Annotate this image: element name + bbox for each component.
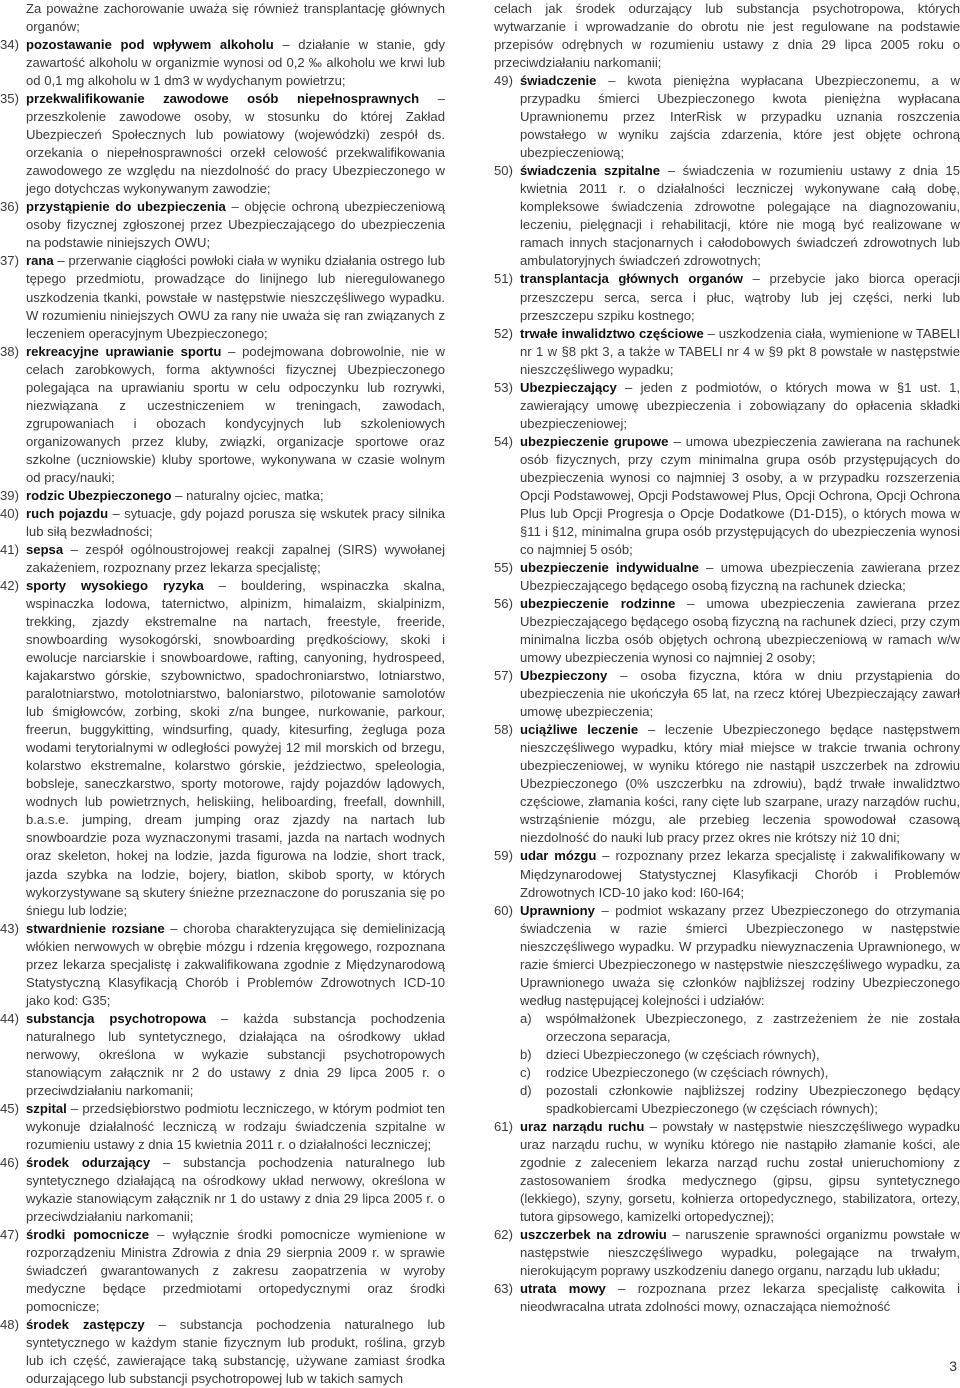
item-number: 54)	[494, 433, 513, 449]
defined-term: środek odurzający	[26, 1155, 151, 1170]
defined-term: rana	[26, 253, 54, 269]
definition-text: choroba charakteryzująca się demielinizacją włókien nerwowych w obrębie mózgu i rdzenia kręgowego, rozpoznana przez lekarza specjalistę i zakwalifikowana zgodnie z Międzynarodową Statystyczną Klasyfikacją Chorób i Problemów Zdrowotnych ICD-10 jako kod: G35;	[26, 920, 445, 1008]
defined-term: trwałe inwalidztwo częściowe	[520, 325, 704, 341]
item-number: 62)	[494, 1227, 513, 1243]
definition-item: 59) udar mózgu – rozpoznany przez lekarza specjalistę i zakwalifikowany w Międzynarodowej Statystycznej Klasyfikacji Chorób i Problemów Zdrowotnych ICD-10 jako kod: I60-I64;	[494, 848, 960, 900]
definition-text: osoba fizyczna, która w dniu przystąpienia do ubezpieczenia nie ukończyła 65 lat, na rzecz której Ubezpieczający zawarł umowę ubezpieczenia;	[520, 668, 960, 720]
definition-text: rozpoznany przez lekarza specjalistę i zakwalifikowany w Międzynarodowej Statystycznej Klasyfikacji Chorób i Problemów Zdrowotnych ICD-10 jako kod: I60-I64;	[520, 848, 960, 900]
definition-text: substancja pochodzenia naturalnego lub syntetycznego w każdym stanie fizycznym lub produkt, roślina, grzyb lub ich część, zawierające taką substancję, używane zamiast środka odurzającego lub substancji psychotropowej lub w takich samych	[26, 1317, 445, 1387]
defined-term: szpital	[26, 1100, 67, 1116]
defined-term: rekreacyjne uprawianie sportu	[26, 343, 222, 359]
item-number: 34)	[0, 37, 19, 53]
definition-item: 51) transplantacja głównych organów – przebycie jako biorca operacji przeszczepu serca, serca i płuc, wątroby lub jej części, nerki lub przeszczepu szpiku kostnego;	[494, 271, 960, 323]
definition-text: przerwanie ciągłości powłoki ciała w wyniku działania ostrego lub tępego przedmiotu, prowadzące do linijnego lub nieregulowanego uszkodzenia tkanki, powstałe w następstwie nieszczęśliwego wypadku. W rozumieniu niniejszych OWU za rany nie uważa się ran związanych z leczeniem operacyjnym Ubezpieczonego;	[26, 253, 445, 341]
definition-item: 56) ubezpieczenie rodzinne – umowa ubezpieczenia zawierana przez Ubezpieczającego będącego osobą fizyczną na rachunek dzieci, przy czym minimalna liczba osób objętych ochroną ubezpieczeniową w ramach w/w umowy ubezpieczenia wynosi co najmniej 2 osoby;	[494, 596, 960, 666]
item-number: 58)	[494, 722, 513, 738]
sub-item-letter: b)	[520, 1046, 532, 1062]
definition-item: 63) utrata mowy – rozpoznana przez lekarza specjalistę całkowita i nieodwracalna utrata zdolności mowy, oznaczająca niemożność	[494, 1281, 960, 1315]
definition-text: podejmowana dobrowolnie, nie w celach zarobkowych, forma aktywności fizycznej Ubezpieczonego polegająca na uprawianiu sportu w celu odpoczynku lub rozrywki, niezwiązana z uczestniczeniem w treningach, zawodach, zgrupowaniach i obozach kondycyjnych lub szkoleniowych organizowanych przez kluby, związki, organizacje sportowe oraz szkolne (uczniowskie) kluby sportowe, wykonywana w czasie wolnym od pracy/nauki;	[26, 343, 445, 485]
definition-text: naruszenie sprawności organizmu powstałe w następstwie nieszczęśliwego wypadku, polegające na trwałym, nierokującym poprawy uszkodzeniu danego organu, narządu lub układu;	[520, 1227, 960, 1279]
definition-item: 62) uszczerbek na zdrowiu – naruszenie sprawności organizmu powstałe w następstwie nieszczęśliwego wypadku, polegające na trwałym, nierokującym poprawy uszkodzeniu danego organu, narządu lub układu;	[494, 1227, 960, 1279]
definition-item: 58) uciążliwe leczenie – leczenie Ubezpieczonego będące następstwem nieszczęśliwego wypadku, który miał miejsce w trakcie trwania ochrony ubezpieczeniowej, w wyniku którego nie nastąpił uszczerbek na zdrowiu Ubezpieczonego (0% uszczerbku na zdrowiu), bądź trwałe inwalidztwo częściowe, złamania kości, rany cięte lub szarpane, urazy narządów ruchu, wstrząśnienie mózgu, ale przebieg leczenia spowodował czasową niezdolność do nauki lub pracy przez okres nie krótszy niż 10 dni;	[494, 722, 960, 846]
definition-text: świadczenia w rozumieniu ustawy z dnia 15 kwietnia 2011 r. o działalności leczniczej wykonywane całą dobę, kompleksowe świadczenia zdrowotne polegające na diagnozowaniu, leczeniu, pielęgnacji i rehabilitacji, które nie mogą być realizowane w ramach innych stacjonarnych i całodobowych świadczeń zdrowotnych lub ambulatoryjnych świadczeń zdrowotnych;	[520, 163, 960, 269]
continuation-paragraph: celach jak środek odurzający lub substancja psychotropowa, których wytwarzanie i wprowadzanie do obrotu nie jest regulowane na podstawie przepisów odrębnych w rozumieniu ustawy z dnia 29 lipca 2005 roku o przeciwdziałaniu narkomanii;	[494, 1, 960, 71]
definition-text: rozpoznana przez lekarza specjalistę całkowita i nieodwracalna utrata zdolności mowy, oznaczająca niemożność	[520, 1281, 960, 1315]
item-number: 38)	[0, 343, 19, 359]
definition-item: 55) ubezpieczenie indywidualne – umowa ubezpieczenia zawierana przez Ubezpieczającego będącego osobą fizyczną na rachunek dziecka;	[494, 559, 960, 593]
sub-item-text: pozostali członkowie najbliższej rodziny Ubezpieczonego będący spadkobiercami Ubezpieczonego (w częściach równych);	[546, 1082, 960, 1116]
definition-text: działanie w stanie, gdy zawartość alkoholu w organizmie wynosi od 0,2 ‰ alkoholu we krwi lub od 0,1 mg alkoholu w 1 dm3 w wydychanym powietrzu;	[26, 37, 445, 89]
definition-item: 52) trwałe inwalidztwo częściowe – uszkodzenia ciała, wymienione w TABELI nr 1 w §8 pkt 3, a także w TABELI nr 4 w §9 pkt 8 powstałe w następstwie nieszczęśliwego wypadku;	[494, 325, 960, 377]
definition-item: 38) rekreacyjne uprawianie sportu – podejmowana dobrowolnie, nie w celach zarobkowych, forma aktywności fizycznej Ubezpieczonego polegająca na uprawianiu sportu w celu odpoczynku lub rozrywki, niezwiązana z uczestniczeniem w treningach, zawodach, zgrupowaniach i obozach kondycyjnych lub szkoleniowych organizowanych przez kluby, związki, organizacje sportowe oraz szkolne (uczniowskie) kluby sportowe, wykonywana w czasie wolnym od pracy/nauki;	[0, 343, 445, 485]
item-number: 63)	[494, 1281, 513, 1297]
defined-term: środki pomocnicze	[26, 1227, 150, 1243]
defined-term: transplantacja głównych organów	[520, 271, 743, 287]
item-number: 55)	[494, 559, 513, 575]
definition-text: powstały w następstwie nieszczęśliwego wypadku uraz narządu ruchu, w wyniku którego nie nastąpiło złamanie kości, ale zgodnie z zaleceniem lekarza narząd ruchu został unieruchomiony z zastosowaniem środka medycznego (gipsu, gipsu syntetycznego (lekkiego), szyny, gorsetu, kołnierza ortopedycznego, stabilizatora, ortezy, tutora gipsowego, kamizelki ortopedycznej);	[520, 1118, 960, 1225]
item-number: 52)	[494, 325, 513, 341]
definition-text: naturalny ojciec, matka;	[186, 487, 324, 503]
definition-item: 48) środek zastępczy – substancja pochodzenia naturalnego lub syntetycznego w każdym stanie fizycznym lub produkt, roślina, grzyb lub ich część, zawierające taką substancję, używane zamiast środka odurzającego lub substancji psychotropowej lub w takich samych	[0, 1317, 445, 1387]
item-number: 61)	[494, 1118, 513, 1134]
definition-item: 60) Uprawniony – podmiot wskazany przez Ubezpieczonego do otrzymania świadczenia w razie śmierci Ubezpieczonego w następstwie nieszczęśliwego wypadku. W przypadku niewyznaczenia Uprawnionego, w razie śmierci Ubezpieczonego w następstwie nieszczęśliwego wypadku, za Uprawnionego uważa się członków najbliższej rodziny Ubezpieczonego według następującej kolejności i udziałów:	[494, 902, 960, 1008]
item-number: 36)	[0, 199, 19, 215]
defined-term: uraz narządu ruchu	[520, 1118, 645, 1134]
definition-text: zespół ogólnoustrojowej reakcji zapalnej (SIRS) wywołanej zakażeniem, rozpoznany przez lekarza specjalistę;	[26, 541, 445, 575]
item-number: 43)	[0, 920, 19, 936]
item-number: 53)	[494, 379, 513, 395]
sub-item	[494, 1064, 960, 1082]
definition-item: 41) sepsa – zespół ogólnoustrojowej reakcji zapalnej (SIRS) wywołanej zakażeniem, rozpoznany przez lekarza specjalistę;	[0, 541, 445, 575]
definition-item: 49) świadczenie – kwota pieniężna wypłacana Ubezpieczonemu, a w przypadku śmierci Ubezpieczonego kwota pieniężna wypłacana Uprawnionemu przez InterRisk w przypadku uznania roszczenia powstałego w wyniku zajścia zdarzenia, które jest objęte ochroną ubezpieczeniową;	[494, 73, 960, 161]
right-column	[494, 0, 960, 1316]
sub-item-letter: c)	[520, 1064, 531, 1080]
item-number: 50)	[494, 163, 513, 179]
definition-text: kwota pieniężna wypłacana Ubezpieczonemu, a w przypadku śmierci Ubezpieczonego kwota pieniężna wypłacana Uprawnionemu przez InterRisk w przypadku uznania roszczenia powstałego w wyniku zajścia zdarzenia, które jest objęte ochroną ubezpieczeniową;	[520, 73, 960, 161]
item-number: 47)	[0, 1227, 19, 1243]
definition-text: bouldering, wspinaczka skalna, wspinaczka lodowa, taternictwo, alpinizm, himalaizm, skialpinizm, trekking, zjazdy ekstremalne na nartach, freestyle, freeride, snowboarding wysokogórski, snowboarding prędkościowy, skoki i ewolucje narciarskie i snowboardowe, rafting, canyoning, hydrospeed, kajakarstwo górskie, szybownictwo, spadochroniarstwo, lotniarstwo, paralotniarstwo, motolotniarstwo, baloniarstwo, pilotowanie samolotów lub śmigłowców, zorbing, skoki z/na bungee, nurkowanie, parkour, freerun, buggykitting, windsurfing, quady, kitesurfing, żegluga poza wodami terytorialnymi w odległości powyżej 12 mil morskich od brzegu, kolarstwo ekstremalne, kolarstwo górskie, jeździectwo, speleologia, bobsleje, saneczkarstwo, sporty motorowe, rajdy pojazdów lądowych, wodnych lub powietrznych, heliskiing, heliboarding, freefall, downhill, b.a.s.e. jumping, dream jumping oraz zjazdy na nartach lub snowboardzie poza wyznaczonymi trasami, jazda na nartach wodnych oraz skeleton, hokej na lodzie, jazda figurowa na lodzie, short track, jazda szybka na lodzie, bojery, biatlon, skibob sporty, w których wykorzystywane są skutery śnieżne przeznaczone do poruszania się po śniegu lub lodzie;	[26, 578, 445, 918]
defined-term: przystąpienie do ubezpieczenia	[26, 199, 226, 215]
defined-term: przekwalifikowanie zawodowe osób niepełnosprawnych	[26, 91, 420, 107]
defined-term: udar mózgu	[520, 848, 597, 864]
defined-term: Ubezpieczony	[520, 668, 608, 684]
definition-item: 35) przekwalifikowanie zawodowe osób niepełnosprawnych – przeszkolenie zawodowe osoby, w stosunku do której Zakład Ubezpieczeń Społecznych lub powiatowy (wojewódzki) zespół ds. orzekania o niepełnosprawności orzekł celowość przekwalifikowania zawodowego ze względu na niezdolność do pracy Ubezpieczonego w jego dotychczas wykonywanym zawodzie;	[0, 91, 445, 197]
defined-term: Ubezpieczający	[520, 379, 617, 395]
item-number: 45)	[0, 1100, 19, 1116]
page-number: 3	[949, 1358, 957, 1374]
item-number: 46)	[0, 1155, 19, 1170]
item-number: 40)	[0, 505, 19, 521]
defined-term: ubezpieczenie grupowe	[520, 433, 669, 449]
definition-item: 54) ubezpieczenie grupowe – umowa ubezpieczenia zawierana na rachunek osób fizycznych, przy czym minimalna grupa osób przystępujących do ubezpieczenia wynosi co najmniej 3 osoby, a w przypadku rozszerzenia Opcji Podstawowej, Opcji Podstawowej Plus, Opcji Ochrona, Opcji Ochrona Plus lub Opcji Progresja o Opcje Dodatkowe (D1-D15), o których mowa w §11 i §12, minimalna grupa osób przystępujących do ubezpieczenia wynosi co najmniej 5 osób;	[494, 433, 960, 557]
defined-term: rodzic Ubezpieczonego	[26, 487, 172, 503]
item-number: 35)	[0, 91, 19, 107]
defined-term: sporty wysokiego ryzyka	[26, 578, 204, 593]
definition-item: 37) rana – przerwanie ciągłości powłoki ciała w wyniku działania ostrego lub tępego przedmiotu, prowadzące do linijnego lub nieregulowanego uszkodzenia tkanki, powstałe w następstwie nieszczęśliwego wypadku. W rozumieniu niniejszych OWU za rany nie uważa się ran związanych z leczeniem operacyjnym Ubezpieczonego;	[0, 253, 445, 341]
sub-item	[494, 1046, 960, 1064]
item-number: 59)	[494, 848, 513, 864]
continuation-paragraph: Za poważne zachorowanie uważa się również transplantację głównych organów;	[26, 1, 445, 35]
defined-term: świadczenia szpitalne	[520, 163, 661, 179]
defined-term: środek zastępczy	[26, 1317, 145, 1333]
definition-text: objęcie ochroną ubezpieczeniową osoby fizycznej zgłoszonej przez Ubezpieczającego do ubezpieczenia na podstawie niniejszych OWU;	[26, 199, 445, 251]
sub-item	[494, 1010, 960, 1046]
definition-text: uszkodzenia ciała, wymienione w TABELI nr 1 w §8 pkt 3, a także w TABELI nr 4 w §9 pkt 8 powstałe w następstwie nieszczęśliwego wypadku;	[520, 325, 960, 377]
definition-text: przeszkolenie zawodowe osoby, w stosunku do której Zakład Ubezpieczeń Społecznych lub powiatowy (wojewódzki) zespół ds. orzekania o niepełnosprawności orzekł celowość przekwalifikowania zawodowego ze względu na niezdolność do pracy Ubezpieczonego w jego dotychczas wykonywanym zawodzie;	[26, 109, 445, 197]
definition-text: umowa ubezpieczenia zawierana przez Ubezpieczającego będącego osobą fizyczną na rachunek dziecka;	[520, 559, 960, 593]
item-number: 39)	[0, 487, 19, 503]
definition-text: jeden z podmiotów, o których mowa w §1 ust. 1, zawierający umowę ubezpieczenia i zobowiązany do opłacenia składki ubezpieczeniowej;	[520, 379, 960, 431]
defined-term: uszczerbek na zdrowiu	[520, 1227, 667, 1243]
definition-text: przebycie jako biorca operacji przeszczepu serca, serca i płuc, wątroby lub jej części, nerki lub przeszczepu szpiku kostnego;	[520, 271, 960, 323]
defined-term: świadczenie	[520, 73, 597, 89]
item-number: 56)	[494, 596, 513, 612]
sub-item-text: współmałżonek Ubezpieczonego, z zastrzeżeniem że nie została orzeczona separacja,	[546, 1010, 960, 1044]
definition-item: 46) środek odurzający – substancja pochodzenia naturalnego lub syntetycznego działającą na ośrodkowy układ nerwowy, określona w wykazie stanowiącym załącznik nr 1 do ustawy z dnia 29 lipca 2005 r. o przeciwdziałaniu narkomanii;	[0, 1155, 445, 1225]
defined-term: ubezpieczenie rodzinne	[520, 596, 676, 612]
definition-text: wyłącznie środki pomocnicze wymienione w rozporządzeniu Ministra Zdrowia z dnia 29 sierpnia 2009 r. w sprawie świadczeń gwarantowanych z zakresu zaopatrzenia w wyroby medyczne będące przedmiotami ortopedycznymi oraz środki pomocnicze;	[26, 1227, 445, 1315]
definition-text: przedsiębiorstwo podmiotu leczniczego, w którym podmiot ten wykonuje działalność leczniczą w rodzaju świadczenia szpitalne w rozumieniu ustawy z dnia 15 kwietnia 2011 r. o działalności leczniczej;	[26, 1100, 446, 1152]
definition-item: 39) rodzic Ubezpieczonego – naturalny ojciec, matka;	[0, 487, 445, 505]
defined-term: ruch pojazdu	[26, 505, 109, 521]
definition-item: 50) świadczenia szpitalne – świadczenia w rozumieniu ustawy z dnia 15 kwietnia 2011 r. o działalności leczniczej wykonywane całą dobę, kompleksowe świadczenia zdrowotne polegające na diagnozowaniu, leczeniu, pielęgnacji i rehabilitacji, które nie mogą być realizowane w ramach innych stacjonarnych i całodobowych świadczeń zdrowotnych lub ambulatoryjnych świadczeń zdrowotnych;	[494, 163, 960, 269]
definition-item: 57) Ubezpieczony – osoba fizyczna, która w dniu przystąpienia do ubezpieczenia nie ukończyła 65 lat, na rzecz której Ubezpieczający zawarł umowę ubezpieczenia;	[494, 668, 960, 720]
left-column	[0, 0, 445, 1388]
sub-item	[494, 1082, 960, 1118]
defined-term: Uprawniony	[520, 902, 595, 918]
definition-item: 47) środki pomocnicze – wyłącznie środki pomocnicze wymienione w rozporządzeniu Ministra Zdrowia z dnia 29 sierpnia 2009 r. w sprawie świadczeń gwarantowanych z zakresu zaopatrzenia w wyroby medyczne będące przedmiotami ortopedycznymi oraz środki pomocnicze;	[0, 1227, 445, 1315]
definition-text: umowa ubezpieczenia zawierana na rachunek osób fizycznych, przy czym minimalna grupa osób przystępujących do ubezpieczenia wynosi co najmniej 3 osoby, a w przypadku rozszerzenia Opcji Podstawowej, Opcji Podstawowej Plus, Opcji Ochrona, Opcji Ochrona Plus lub Opcji Progresja o Opcje Dodatkowe (D1-D15), o których mowa w §11 i §12, minimalna grupa osób przystępujących do ubezpieczenia wynosi co najmniej 5 osób;	[520, 433, 960, 557]
definition-item: 40) ruch pojazdu – sytuacje, gdy pojazd porusza się wskutek pracy silnika lub siłą bezwładności;	[0, 505, 445, 539]
item-number: 60)	[494, 902, 513, 918]
definition-text: każda substancja pochodzenia naturalnego lub syntetycznego, działająca na ośrodkowy układ nerwowy, określona w wykazie substancji psychotropowych stanowiącym załącznik nr 2 do ustawy z dnia 29 lipca 2005 r. o przeciwdziałaniu narkomanii;	[26, 1010, 445, 1098]
definition-item: 34) pozostawanie pod wpływem alkoholu – działanie w stanie, gdy zawartość alkoholu w organizmie wynosi od 0,2 ‰ alkoholu we krwi lub od 0,1 mg alkoholu w 1 dm3 w wydychanym powietrzu;	[0, 37, 445, 89]
item-number: 42)	[0, 578, 19, 593]
definition-item: 44) substancja psychotropowa – każda substancja pochodzenia naturalnego lub syntetycznego, działająca na ośrodkowy układ nerwowy, określona w wykazie substancji psychotropowych stanowiącym załącznik nr 2 do ustawy z dnia 29 lipca 2005 r. o przeciwdziałaniu narkomanii;	[0, 1010, 445, 1098]
definition-item: 45) szpital – przedsiębiorstwo podmiotu leczniczego, w którym podmiot ten wykonuje działalność leczniczą w rodzaju świadczenia szpitalne w rozumieniu ustawy z dnia 15 kwietnia 2011 r. o działalności leczniczej;	[0, 1100, 446, 1152]
definition-text: umowa ubezpieczenia zawierana przez Ubezpieczającego będącego osobą fizyczną na rachunek dzieci, przy czym minimalna liczba osób objętych ochroną ubezpieczeniową w ramach w/w umowy ubezpieczenia wynosi co najmniej 2 osoby;	[520, 596, 960, 666]
defined-term: uciążliwe leczenie	[520, 722, 639, 738]
definition-text: podmiot wskazany przez Ubezpieczonego do otrzymania świadczenia w razie śmierci Ubezpieczonego w następstwie nieszczęśliwego wypadku. W przypadku niewyznaczenia Uprawnionego, w razie śmierci Ubezpieczonego w następstwie nieszczęśliwego wypadku, za Uprawnionego uważa się członków najbliższej rodziny Ubezpieczonego według następującej kolejności i udziałów:	[520, 902, 960, 1008]
definition-item: 36) przystąpienie do ubezpieczenia – objęcie ochroną ubezpieczeniową osoby fizycznej zgłoszonej przez Ubezpieczającego do ubezpieczenia na podstawie niniejszych OWU;	[0, 199, 445, 251]
definition-item: 53) Ubezpieczający – jeden z podmiotów, o których mowa w §1 ust. 1, zawierający umowę ubezpieczenia i zobowiązany do opłacenia składki ubezpieczeniowej;	[494, 379, 960, 431]
definition-text: leczenie Ubezpieczonego będące następstwem nieszczęśliwego wypadku, który miał miejsce w trakcie trwania ochrony ubezpieczeniowej, w wyniku którego nie nastąpił uszczerbek na zdrowiu Ubezpieczonego (0% uszczerbku na zdrowiu), bądź trwałe inwalidztwo częściowe, złamania kości, rany cięte lub szarpane, urazy narządów ruchu, wstrząśnienie mózgu, ale przebieg leczenia spowodował czasową niezdolność do nauki lub pracy przez okres nie krótszy niż 10 dni;	[520, 722, 960, 846]
defined-term: stwardnienie rozsiane	[26, 920, 165, 936]
item-number: 57)	[494, 668, 513, 684]
item-number: 37)	[0, 253, 19, 269]
definition-item: 43) stwardnienie rozsiane – choroba charakteryzująca się demielinizacją włókien nerwowych w obrębie mózgu i rdzenia kręgowego, rozpoznana przez lekarza specjalistę i zakwalifikowana zgodnie z Międzynarodową Statystyczną Klasyfikacją Chorób i Problemów Zdrowotnych ICD-10 jako kod: G35;	[0, 920, 445, 1008]
definition-text: sytuacje, gdy pojazd porusza się wskutek pracy silnika lub siłą bezwładności;	[26, 505, 445, 539]
definition-item: 61) uraz narządu ruchu – powstały w następstwie nieszczęśliwego wypadku uraz narządu ruchu, w wyniku którego nie nastąpiło złamanie kości, ale zgodnie z zaleceniem lekarza narząd ruchu został unieruchomiony z zastosowaniem środka medycznego (gipsu, gipsu syntetycznego (lekkiego), szyny, gorsetu, kołnierza ortopedycznego, stabilizatora, ortezy, tutora gipsowego, kamizelki ortopedycznej);	[494, 1118, 960, 1225]
sub-item-letter: d)	[520, 1082, 532, 1098]
defined-term: substancja psychotropowa	[26, 1010, 207, 1026]
definition-text: substancja pochodzenia naturalnego lub syntetycznego działającą na ośrodkowy układ nerwowy, określona w wykazie stanowiącym załącznik nr 1 do ustawy z dnia 29 lipca 2005 r. o przeciwdziałaniu narkomanii;	[26, 1155, 445, 1225]
definition-item: 42) sporty wysokiego ryzyka – bouldering, wspinaczka skalna, wspinaczka lodowa, taternictwo, alpinizm, himalaizm, skialpinizm, trekking, zjazdy ekstremalne na nartach, freestyle, freeride, snowboarding wysokogórski, snowboarding prędkościowy, skoki i ewolucje narciarskie i snowboardowe, rafting, canyoning, hydrospeed, kajakarstwo górskie, szybownictwo, spadochroniarstwo, lotniarstwo, paralotniarstwo, motolotniarstwo, baloniarstwo, pilotowanie samolotów lub śmigłowców, zorbing, skoki z/na bungee, nurkowanie, parkour, freerun, buggykitting, windsurfing, quady, kitesurfing, żegluga poza wodami terytorialnymi w odległości powyżej 12 mil morskich od brzegu, kolarstwo ekstremalne, kolarstwo górskie, jeździectwo, speleologia, bobsleje, saneczkarstwo, sporty motorowe, rajdy pojazdów lądowych, wodnych lub powietrznych, heliskiing, heliboarding, freefall, downhill, b.a.s.e. jumping, dream jumping oraz zjazdy na nartach lub snowboardzie poza wyznaczonymi trasami, jazda na nartach wodnych oraz skeleton, hokej na lodzie, jazda figurowa na lodzie, short track, jazda szybka na lodzie, bojery, biatlon, skibob sporty, w których wykorzystywane są skutery śnieżne przeznaczone do poruszania się po śniegu lub lodzie;	[0, 578, 445, 918]
defined-term: ubezpieczenie indywidualne	[520, 559, 699, 575]
sub-item-text: dzieci Ubezpieczonego (w częściach równych),	[546, 1046, 820, 1062]
item-number: 49)	[494, 73, 513, 89]
defined-term: pozostawanie pod wpływem alkoholu	[26, 37, 274, 53]
defined-term: utrata mowy	[520, 1281, 606, 1297]
item-number: 51)	[494, 271, 513, 287]
item-number: 41)	[0, 541, 19, 557]
item-number: 44)	[0, 1010, 19, 1026]
item-number: 48)	[0, 1317, 19, 1333]
sub-item-text: rodzice Ubezpieczonego (w częściach równych),	[546, 1064, 829, 1080]
sub-item-letter: a)	[520, 1010, 532, 1026]
defined-term: sepsa	[26, 541, 64, 557]
